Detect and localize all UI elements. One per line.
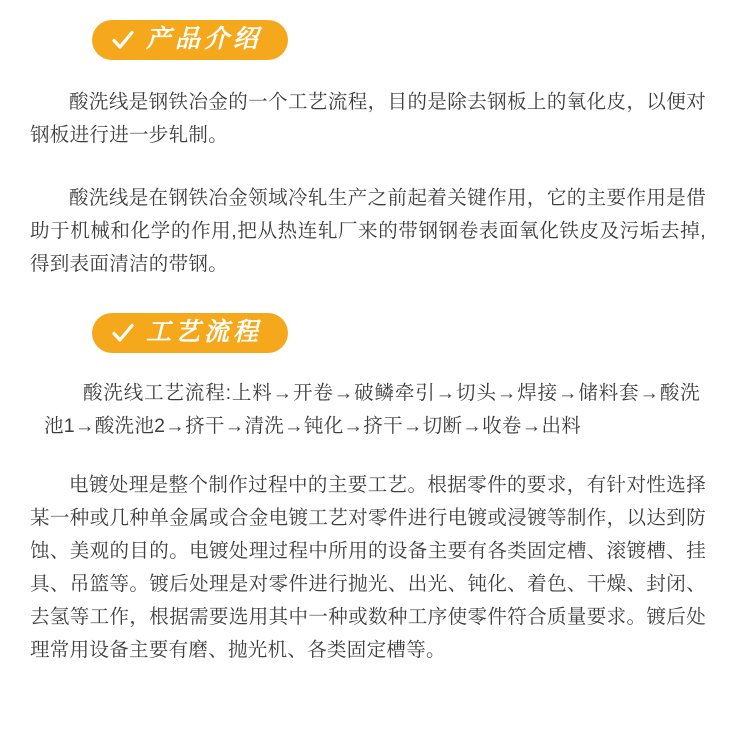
section-heading-label: 工艺流程 xyxy=(146,319,263,346)
section-heading-process-flow xyxy=(92,313,288,353)
section-heading-process-flow-wrapper xyxy=(30,313,706,353)
check-icon xyxy=(112,29,134,51)
section-heading-label: 产品介绍 xyxy=(146,26,263,53)
paragraph-product-intro-1: 酸洗线是钢铁冶金的一个工艺流程，目的是除去钢板上的氧化皮，以便对钢板进行进一步轧制。 xyxy=(30,91,706,146)
paragraph-process-flow-2: 电镀处理是整个制作过程中的主要工艺。根据零件的要求，有针对性选择某一种或几种单金属或合金电镀工艺对零件进行电镀或浸镀等制作，以达到防蚀、美观的目的。电镀处理过程中所用的设备主要有各类固定槽、滚镀槽、挂具、吊篮等。镀后处理是对零件进行抛光、出光、钝化、着色、干燥、封闭、去氢等工作，根据需要选用其中一种或数种工序使零件符合质量要求。镀后处理常用设备主要有磨、抛光机、各类固定槽等。 xyxy=(30,474,706,661)
section-heading-product-intro xyxy=(92,20,288,60)
section-heading-product-intro-wrapper xyxy=(30,20,706,60)
paragraph-product-intro-2: 酸洗线是在钢铁冶金领域冷轧生产之前起着关键作用，它的主要作用是借助于机械和化学的作用,把从热连轧厂来的带钢钢卷表面氧化铁皮及污垢去掉,得到表面清洁的带钢。 xyxy=(30,187,706,275)
paragraph-process-flow-1: 酸洗线工艺流程:上料→开卷→破鳞牵引→切头→焊接→储料套→酸洗池1→酸洗池2→挤干→清洗→钝化→挤干→切断→收卷→出料 xyxy=(44,382,700,437)
check-icon xyxy=(112,322,134,344)
